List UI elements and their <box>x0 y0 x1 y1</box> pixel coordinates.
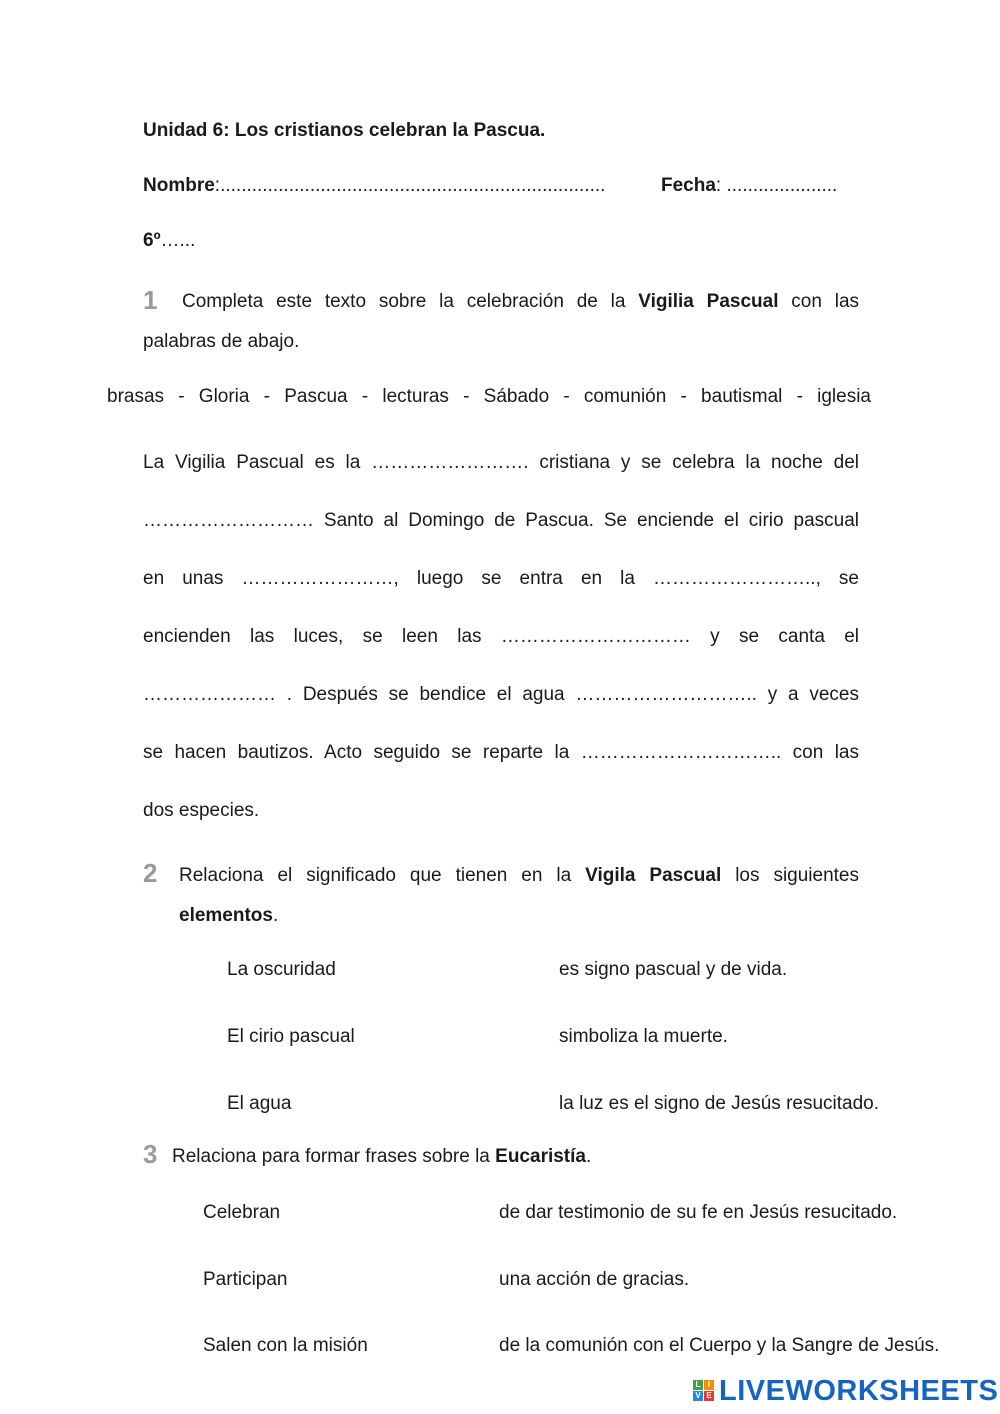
ex3-left-item-1[interactable]: Celebran <box>203 1202 281 1223</box>
exercise-1-number: 1 <box>143 285 158 315</box>
ex1-text-line-1: La Vigilia Pascual es la ……………………. cristiana y se celebra la noche del <box>143 452 859 473</box>
ex2-right-item-2[interactable]: simboliza la muerte. <box>559 1026 728 1047</box>
ex3-instr-end: . <box>585 1146 592 1167</box>
ex1-instr-bold: Vigilia Pascual <box>638 291 779 312</box>
ex2-instr-line2-bold: elementos <box>179 905 273 926</box>
ex2-right-item-1[interactable]: es signo pascual y de vida. <box>559 959 788 980</box>
ex2-instr-pre: Relaciona el significado que tienen en la <box>179 865 572 886</box>
ex1-text-line-3: en unas ……………………, luego se entra en la …………………….., se <box>143 568 859 589</box>
fecha-label: Fecha <box>661 175 716 196</box>
ex3-instr-bold: Eucaristía <box>495 1146 586 1167</box>
worksheet-title: Unidad 6: Los cristianos celebran la Pascua. <box>143 120 546 141</box>
nombre-label: Nombre <box>143 175 215 196</box>
ex3-right-item-2[interactable]: una acción de gracias. <box>499 1269 690 1290</box>
ex1-instr-pre: Completa este texto sobre la celebración de la <box>182 291 626 312</box>
ex2-instr-post: los siguientes <box>735 865 859 886</box>
ex1-text-line-4: encienden las luces, se leen las ………………………… y se canta el <box>143 626 859 647</box>
date-field-row <box>661 175 837 197</box>
liveworksheets-logo-text: LIVEWORKSHEETS <box>719 1375 999 1407</box>
ex1-text-line-7: dos especies. <box>143 800 260 821</box>
ex1-text-line-6: se hacen bautizos. Acto seguido se reparte la ………………………….. con las <box>143 742 859 763</box>
word-bank: brasas - Gloria - Pascua - lecturas - Sábado - comunión - bautismal - iglesia <box>107 386 871 407</box>
ex3-instr-pre: Relaciona para formar frases sobre la <box>172 1146 490 1167</box>
ex2-instr-bold: Vigila Pascual <box>585 865 722 886</box>
nombre-dots: :......................................................................... <box>214 175 606 196</box>
fecha-dots: : ..................... <box>715 175 838 196</box>
exercise-2-instruction <box>179 865 859 887</box>
ex3-left-item-3[interactable]: Salen con la misión <box>203 1335 368 1356</box>
ex2-left-item-3[interactable]: El agua <box>227 1093 292 1114</box>
ex1-instr-post: con las <box>791 291 860 312</box>
ex2-right-item-3[interactable]: la luz es el signo de Jesús resucitado. <box>559 1093 880 1114</box>
exercise-3-instruction <box>172 1146 591 1168</box>
ex2-instr-line2-end: . <box>272 905 279 926</box>
ex1-text-line-2: ……………………… Santo al Domingo de Pascua. Se enciende el cirio pascual <box>143 510 859 531</box>
curso-dots: …... <box>160 230 196 251</box>
exercise-2-instruction-line2 <box>179 905 278 927</box>
ex3-right-item-3[interactable]: de la comunión con el Cuerpo y la Sangre de Jesús. <box>499 1335 940 1356</box>
ex3-left-item-2[interactable]: Participan <box>203 1269 288 1290</box>
ex2-left-item-1[interactable]: La oscuridad <box>227 959 336 980</box>
ex3-right-item-1[interactable]: de dar testimonio de su fe en Jesús resucitado. <box>499 1202 898 1223</box>
ex2-left-item-2[interactable]: El cirio pascual <box>227 1026 355 1047</box>
curso-label: 6º <box>143 230 161 251</box>
exercise-1-instruction-line2: palabras de abajo. <box>143 331 300 352</box>
name-field-row <box>143 175 605 197</box>
exercise-3-number: 3 <box>143 1139 158 1169</box>
course-field <box>143 230 195 252</box>
liveworksheets-logo-icon: L I V E <box>693 1380 715 1402</box>
exercise-1-instruction <box>182 291 859 313</box>
liveworksheets-logo[interactable] <box>693 1374 999 1408</box>
ex1-text-line-5: ………………… . Después se bendice el agua ……………………….. y a veces <box>143 684 859 705</box>
exercise-2-number: 2 <box>143 858 158 888</box>
